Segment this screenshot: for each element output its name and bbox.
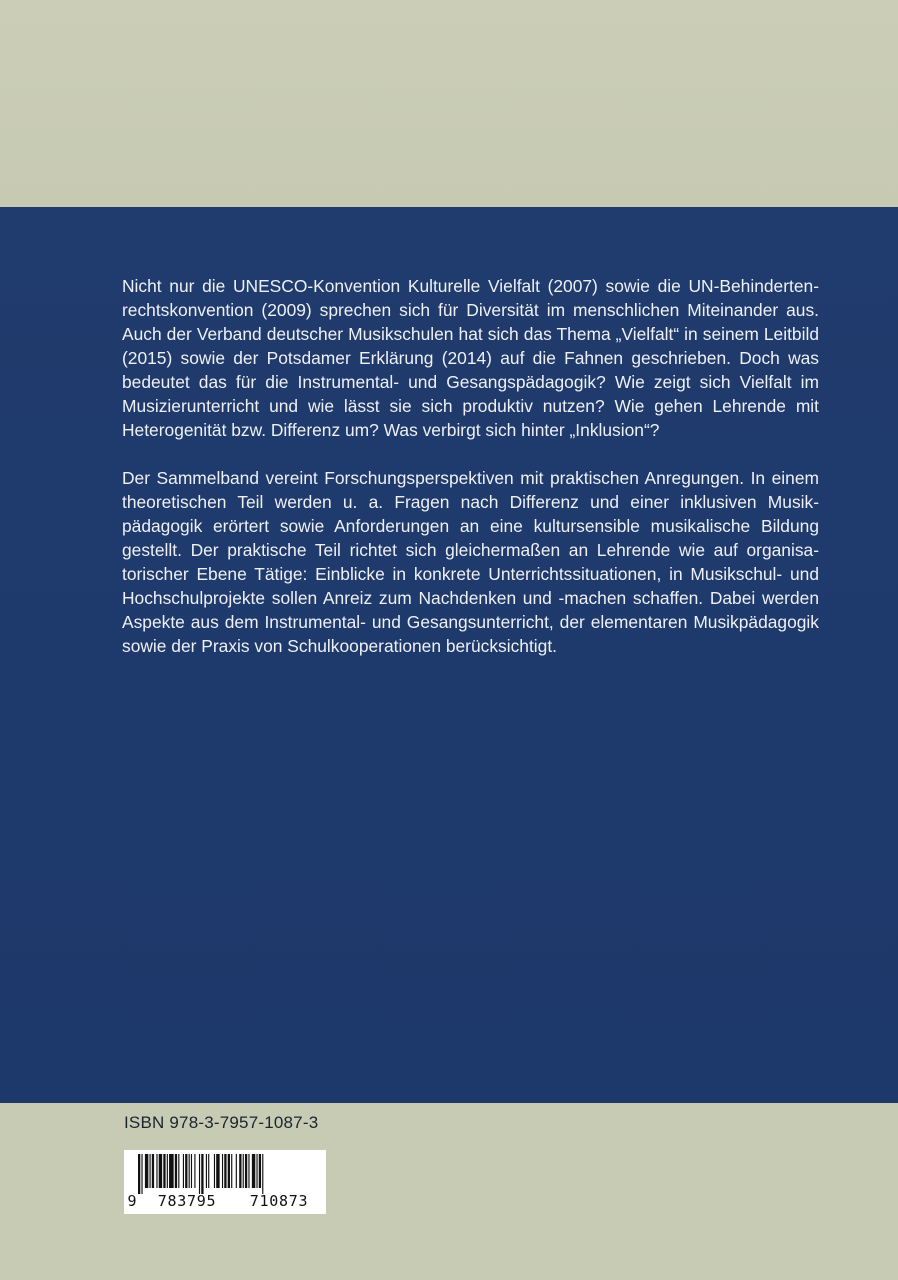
barcode-bar xyxy=(175,1154,177,1188)
barcode-bar xyxy=(224,1154,226,1188)
barcode-bar xyxy=(191,1154,192,1188)
barcode-digit-first: 9 xyxy=(127,1192,137,1210)
barcode-bar xyxy=(216,1154,219,1188)
isbn-label: ISBN 978-3-7957-1087-3 xyxy=(124,1113,319,1132)
barcode-bar xyxy=(252,1154,255,1188)
barcode-bar xyxy=(201,1154,203,1194)
barcode-bar xyxy=(189,1154,190,1188)
barcode-bar xyxy=(262,1154,263,1194)
barcode-bar xyxy=(159,1154,162,1188)
barcode-bar xyxy=(214,1154,215,1188)
barcode-bar xyxy=(236,1154,237,1188)
barcode-digits-right: 710873 xyxy=(249,1192,309,1210)
blurb-paragraph-2: Der Sammelband vereint Forschungsperspektiven mit praktischen Anregungen. In einem theoretischen Teil werden u. a. Fragen nach Differenz und einer inklusiven Musikpädagogik erörtert sowie Anforderungen an eine kultursensible musikalische Bildung gestellt. Der praktische Teil richtet sich gleichermaßen an Lehrende wie auf organisatorischer Ebene Tätige: Einblicke in konkrete Unterrichtssituationen, in Musikschul- und Hochschulprojekte sollen Anreiz zum Nachdenken und -machen schaffen. Dabei werden Aspekte aus dem Instrumental- und Gesangsunterricht, der elementaren Musikpädagogik sowie der Praxis von Schulkooperationen berücksichtigt. xyxy=(122,468,819,656)
barcode-bar xyxy=(245,1154,247,1188)
barcode-bar xyxy=(243,1154,244,1188)
barcode-digits xyxy=(124,1192,326,1210)
barcode-bar xyxy=(183,1154,184,1188)
barcode-bar xyxy=(138,1154,140,1194)
barcode xyxy=(124,1150,326,1214)
barcode-bars xyxy=(132,1154,318,1194)
barcode-bar xyxy=(256,1154,257,1188)
barcode-bar xyxy=(259,1154,261,1188)
barcode-bar xyxy=(239,1154,241,1188)
barcode-bar xyxy=(145,1154,148,1188)
barcode-bar xyxy=(169,1154,174,1188)
barcode-bar xyxy=(167,1154,168,1188)
barcode-bar xyxy=(228,1154,230,1188)
barcode-bar xyxy=(152,1154,154,1188)
barcode-bar xyxy=(150,1154,151,1188)
barcode-bar xyxy=(178,1154,179,1188)
barcode-bar xyxy=(194,1154,195,1188)
barcode-bar xyxy=(156,1154,157,1188)
barcode-bar xyxy=(208,1154,209,1188)
top-sage-band xyxy=(0,0,898,207)
barcode-bar xyxy=(141,1154,142,1194)
barcode-bar xyxy=(206,1154,207,1188)
barcode-bar xyxy=(185,1154,187,1188)
barcode-bar xyxy=(231,1154,232,1188)
barcode-bar xyxy=(199,1154,200,1194)
barcode-bar xyxy=(222,1154,223,1188)
barcode-digits-left: 783795 xyxy=(157,1192,217,1210)
barcode-bar xyxy=(248,1154,249,1188)
back-cover-blurb xyxy=(122,274,819,682)
blurb-paragraph-1: Nicht nur die UNESCO-Konvention Kulturelle Vielfalt (2007) sowie die UN-Behindertenrechtskonvention (2009) sprechen sich für Diversität im menschlichen Miteinander aus. Auch der Verband deutscher Musikschulen hat sich das Thema „Vielfalt“ in seinem Leitbild (2015) sowie der Potsdamer Erklärung (2014) auf die Fahnen geschrieben. Doch was bedeutet das für die Instrumental- und Gesangspädagogik? Wie zeigt sich Vielfalt im Musizierunterricht und wie lässt sie sich produktiv nutzen? Wie gehen Lehrende mit Heterogenität bzw. Differenz um? Was verbirgt sich hinter „Inklusion“? xyxy=(122,276,819,440)
barcode-bar xyxy=(163,1154,165,1188)
